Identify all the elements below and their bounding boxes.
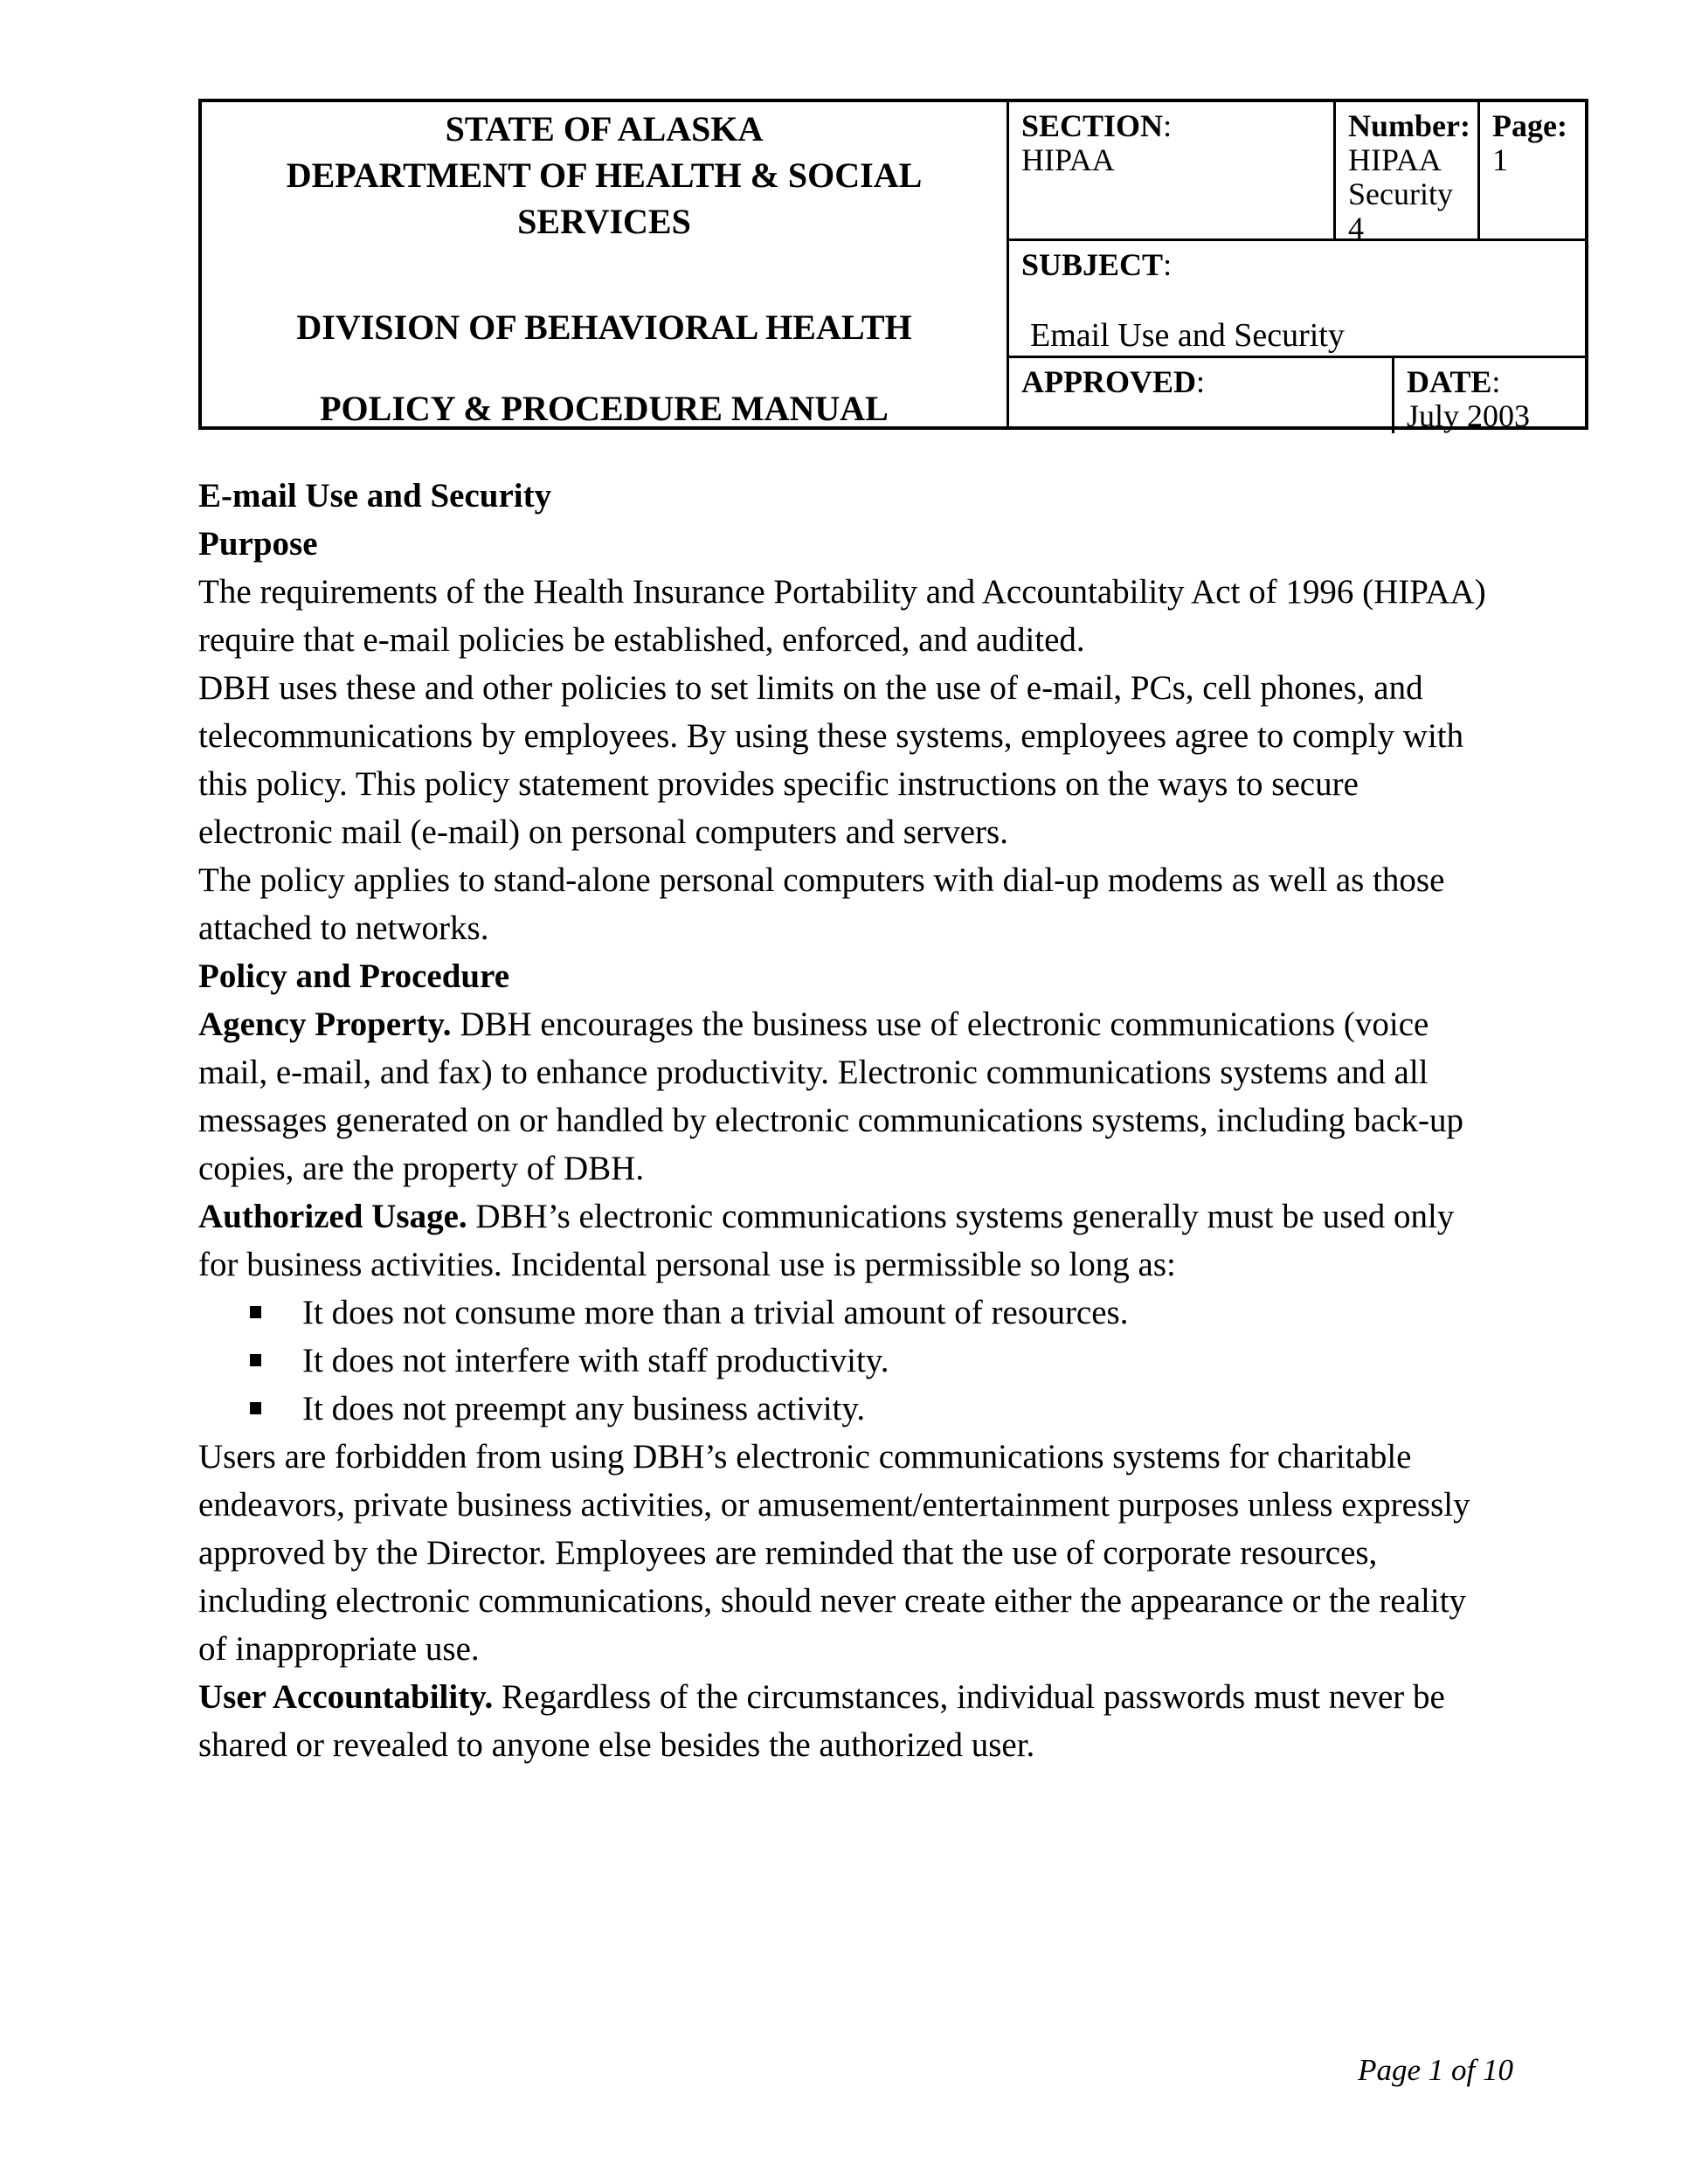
- document-body: [198, 472, 1500, 1769]
- org-manual-line: POLICY & PROCEDURE MANUAL: [320, 389, 889, 428]
- subject-label: SUBJECT:: [1021, 247, 1173, 282]
- paragraph-policy-scope: The policy applies to stand-alone personal computers with dial-up modems as well as those attached to networks.: [198, 861, 1445, 947]
- paragraph-forbidden-uses: Users are forbidden from using DBH’s electronic communications systems for charitable endeavors, private business activities, or amusement/entertainment purposes unless expressly approved by the Director. Employees are reminded that the use of corporate resources, including electronic communications, should never create either the appearance or the reality of inappropriate use.: [198, 1438, 1470, 1668]
- bullet-item: [250, 1385, 1500, 1433]
- paragraph-dbh-policies: DBH uses these and other policies to set limits on the use of e-mail, PCs, cell phones, and telecommunications by employees. By using these systems, employees agree to comply with this policy. This policy statement provides specific instructions on the ways to secure electronic mail (e-mail) on personal computers and servers.: [198, 669, 1464, 851]
- authorized-usage-lead: Authorized Usage.: [198, 1198, 467, 1235]
- paragraph-authorized-usage: [198, 1192, 1500, 1289]
- paragraph-agency-property: [198, 1000, 1500, 1192]
- date-value: July 2003: [1407, 398, 1531, 433]
- header-row-3: [1009, 358, 1585, 433]
- number-cell: [1336, 102, 1480, 245]
- square-bullet-icon: [250, 1306, 261, 1318]
- org-department-line: DEPARTMENT OF HEALTH & SOCIAL SERVICES: [286, 156, 923, 241]
- square-bullet-icon: [250, 1402, 261, 1414]
- page-number-footer: Page 1 of 10: [1358, 2053, 1513, 2087]
- user-accountability-lead: User Accountability.: [198, 1678, 494, 1716]
- authorized-usage-text: DBH’s electronic communications systems generally must be used only for business activities. Incidental personal use is permissible so long as:: [198, 1198, 1455, 1283]
- agency-property-lead: Agency Property.: [198, 1006, 452, 1043]
- org-state-line: STATE OF ALASKA: [445, 109, 764, 149]
- page-label: Page:: [1492, 108, 1567, 143]
- header-table: [198, 99, 1588, 433]
- paragraph-user-accountability: [198, 1673, 1500, 1769]
- section-label: SECTION:: [1021, 108, 1173, 143]
- user-accountability-text: Regardless of the circumstances, individual passwords must never be shared or revealed to anyone else besides the authorized user.: [198, 1678, 1445, 1764]
- number-value: HIPAA Security 4: [1348, 142, 1453, 245]
- page-cell: [1480, 102, 1585, 238]
- date-cell: [1394, 358, 1585, 433]
- org-division-line: DIVISION OF BEHAVIORAL HEALTH: [296, 308, 912, 347]
- approved-label: APPROVED: [1021, 364, 1196, 399]
- square-bullet-icon: [250, 1354, 261, 1366]
- subject-cell: [1009, 241, 1585, 358]
- bullet-text: It does not interfere with staff productivity.: [302, 1342, 889, 1379]
- organization-cell: [202, 102, 1009, 426]
- bullet-text: It does not consume more than a trivial amount of resources.: [302, 1294, 1129, 1331]
- date-label: DATE:: [1407, 364, 1501, 399]
- section-value: HIPAA: [1021, 142, 1115, 177]
- subject-value: Email Use and Security: [1030, 317, 1345, 354]
- bullet-item: [250, 1289, 1500, 1337]
- bullet-text: It does not preempt any business activity.: [302, 1390, 866, 1427]
- doc-title: E-mail Use and Security: [198, 477, 552, 515]
- header-row-1: [1009, 102, 1585, 245]
- bullet-item: [250, 1337, 1500, 1385]
- number-label: Number:: [1348, 108, 1470, 143]
- authorized-usage-bullet-list: [198, 1289, 1500, 1433]
- heading-purpose: Purpose: [198, 525, 318, 563]
- approved-cell: APPROVED:: [1009, 358, 1394, 433]
- section-cell: [1009, 102, 1336, 238]
- header-table-right: [1009, 102, 1585, 433]
- page-value: 1: [1492, 142, 1508, 177]
- paragraph-hipaa-requirements: The requirements of the Health Insurance Portability and Accountability Act of 1996 (HIPAA) require that e-mail policies be established, enforced, and audited.: [198, 573, 1486, 659]
- agency-property-text: DBH encourages the business use of electronic communications (voice mail, e-mail, and fax) to enhance productivity. Electronic communications systems and all messages generated on or handled by electronic communications systems, including back-up copies, are the property of DBH.: [198, 1006, 1464, 1187]
- heading-policy-and-procedure: Policy and Procedure: [198, 957, 510, 995]
